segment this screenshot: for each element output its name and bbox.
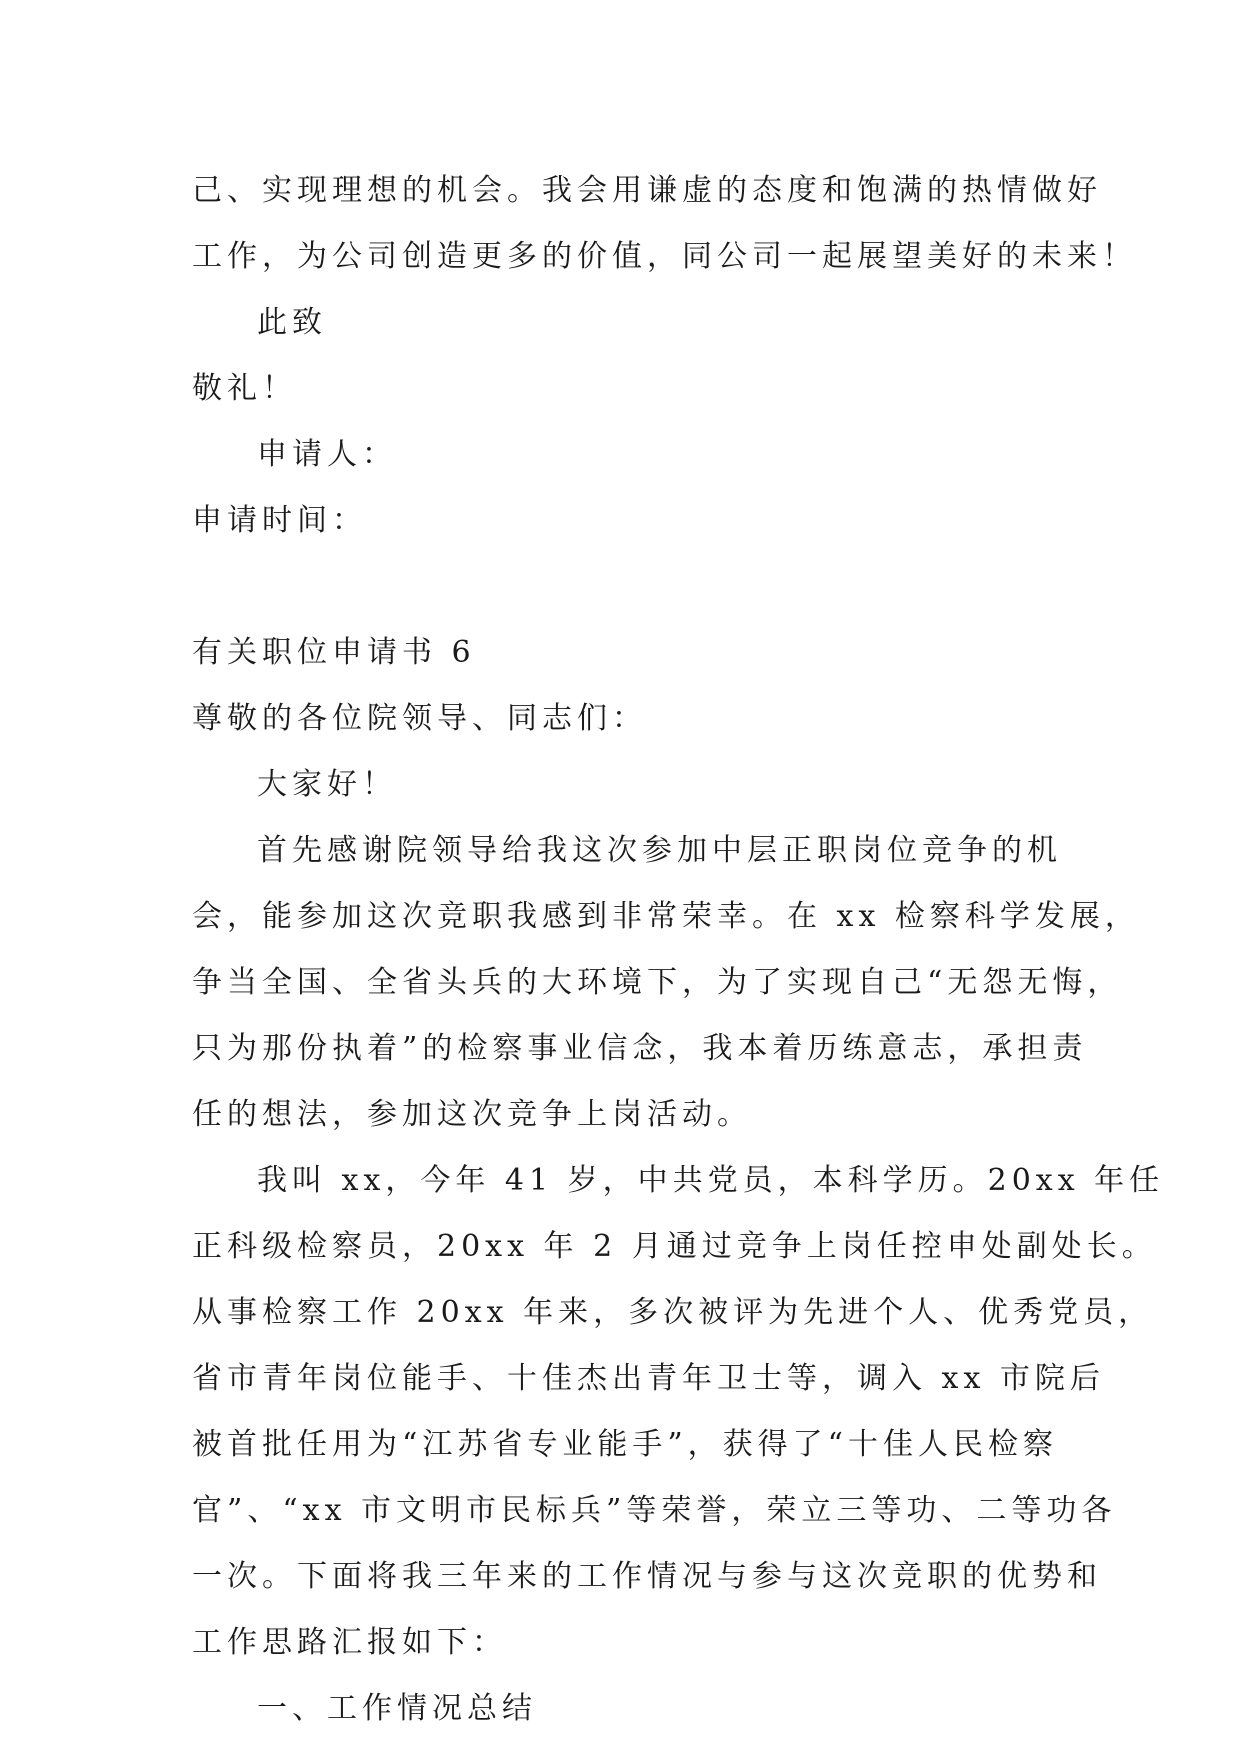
document-page [192,158,1165,1742]
section-heading: 一、工作情况总结 [257,1691,537,1726]
paragraph-line: 官”、“xx 市文明市民标兵”等荣誉，荣立三等功、二等功各 [192,1493,1117,1528]
paragraph-line: 我叫 xx，今年 41 岁，中共党员，本科学历。20xx 年任 [257,1163,1165,1198]
greeting: 大家好！ [257,767,397,802]
paragraph-line: 争当全国、全省头兵的大环境下，为了实现自己“无怨无悔， [192,965,1123,1000]
paragraph-line: 省市青年岗位能手、十佳杰出青年卫士等，调入 xx 市院后 [192,1361,1105,1396]
salutation: 尊敬的各位院领导、同志们： [192,701,647,736]
paragraph-line: 任的想法，参加这次竞争上岗活动。 [192,1097,752,1132]
closing-salute: 敬礼！ [192,371,297,406]
date-label: 申请时间： [192,503,367,538]
paragraph-line: 己、实现理想的机会。我会用谦虚的态度和饱满的热情做好 [192,173,1102,208]
section-gap [192,554,1072,620]
paragraph-line: 被首批任用为“江苏省专业能手”，获得了“十佳人民检察 [192,1427,1059,1462]
applicant-label: 申请人： [257,437,397,472]
paragraph-line: 工作思路汇报如下： [192,1625,507,1660]
paragraph-line: 从事检察工作 20xx 年来，多次被评为先进个人、优秀党员， [192,1295,1154,1330]
paragraph-line: 正科级检察员，20xx 年 2 月通过竞争上岗任控申处副处长。 [192,1229,1157,1264]
section-title: 有关职位申请书 6 [192,635,476,670]
paragraph-line: 只为那份执着”的检察事业信念，我本着历练意志，承担责 [192,1031,1088,1066]
paragraph-line: 会，能参加这次竞职我感到非常荣幸。在 xx 检察科学发展， [192,899,1140,934]
paragraph-line: 一次。下面将我三年来的工作情况与参与这次竞职的优势和 [192,1559,1102,1594]
closing-line: 此致 [257,305,327,340]
paragraph-line: 工作，为公司创造更多的价值，同公司一起展望美好的未来！ [192,239,1137,274]
paragraph-line: 首先感谢院领导给我这次参加中层正职岗位竞争的机 [257,833,1062,868]
